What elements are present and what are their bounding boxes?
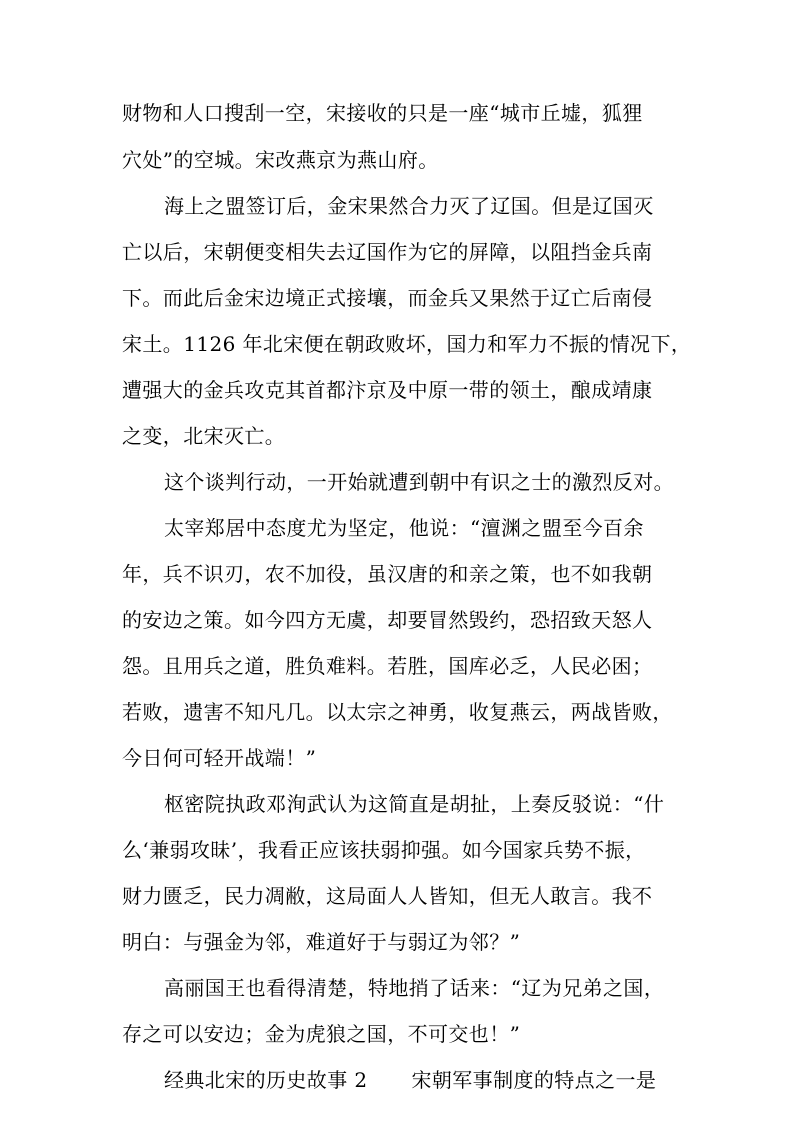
section-heading: 经典北宋的历史故事 2 (164, 1068, 368, 1092)
text-line: 年，兵不识刃，农不加役，虽汉唐的和亲之策，也不如我朝 (122, 562, 653, 586)
text-line: 么‘兼弱攻昧’，我看正应该扶弱抑强。如今国家兵势不振， (122, 838, 646, 862)
text-line: 枢密院执政邓洵武认为这简直是胡扯，上奏反驳说：“什 (164, 792, 665, 816)
text-line: 若败，遗害不知凡几。以太宗之神勇，收复燕云，两战皆败， (122, 700, 673, 724)
text-line: 下。而此后金宋边境正式接壤，而金兵又果然于辽亡后南侵 (122, 286, 653, 310)
section-opening-text: 宋朝军事制度的特点之一是 (411, 1068, 657, 1092)
text-line: 的安边之策。如今四方无虞，却要冒然毁约，恐招致天怒人 (122, 608, 653, 632)
text-line: 怨。且用兵之道，胜负难料。若胜，国库必乏，人民必困； (122, 654, 653, 678)
text-line: 之变，北宋灭亡。 (122, 424, 286, 448)
text-line: 明白：与强金为邻，难道好于与弱辽为邻？” (122, 930, 521, 954)
text-line: 穴处”的空城。宋改燕京为燕山府。 (122, 148, 439, 172)
text-line: 高丽国王也看得清楚，特地捎了话来：“辽为兄弟之国， (164, 976, 665, 1000)
text-line: 亡以后，宋朝便变相失去辽国作为它的屏障，以阻挡金兵南 (122, 240, 653, 264)
text-line: 遭强大的金兵攻克其首都汴京及中原一带的领土，酿成靖康 (122, 378, 653, 402)
text-line: 太宰郑居中态度尤为坚定，他说：“澶渊之盟至今百余 (164, 516, 644, 540)
text-line: 这个谈判行动，一开始就遭到朝中有识之士的激烈反对。 (164, 470, 674, 494)
text-line: 今日何可轻开战端！” (122, 746, 317, 770)
text-line: 海上之盟签订后，金宋果然合力灭了辽国。但是辽国灭 (164, 194, 654, 218)
text-line: 财物和人口搜刮一空，宋接收的只是一座“城市丘墟，狐狸 (122, 101, 643, 125)
section-heading-line (164, 1065, 656, 1095)
text-line: 存之可以安边；金为虎狼之国，不可交也！” (122, 1022, 521, 1046)
text-line: 财力匮乏，民力凋敝，这局面人人皆知，但无人敢言。我不 (122, 884, 653, 908)
text-line: 宋土。1126 年北宋便在朝政败坏，国力和军力不振的情况下， (122, 332, 692, 356)
